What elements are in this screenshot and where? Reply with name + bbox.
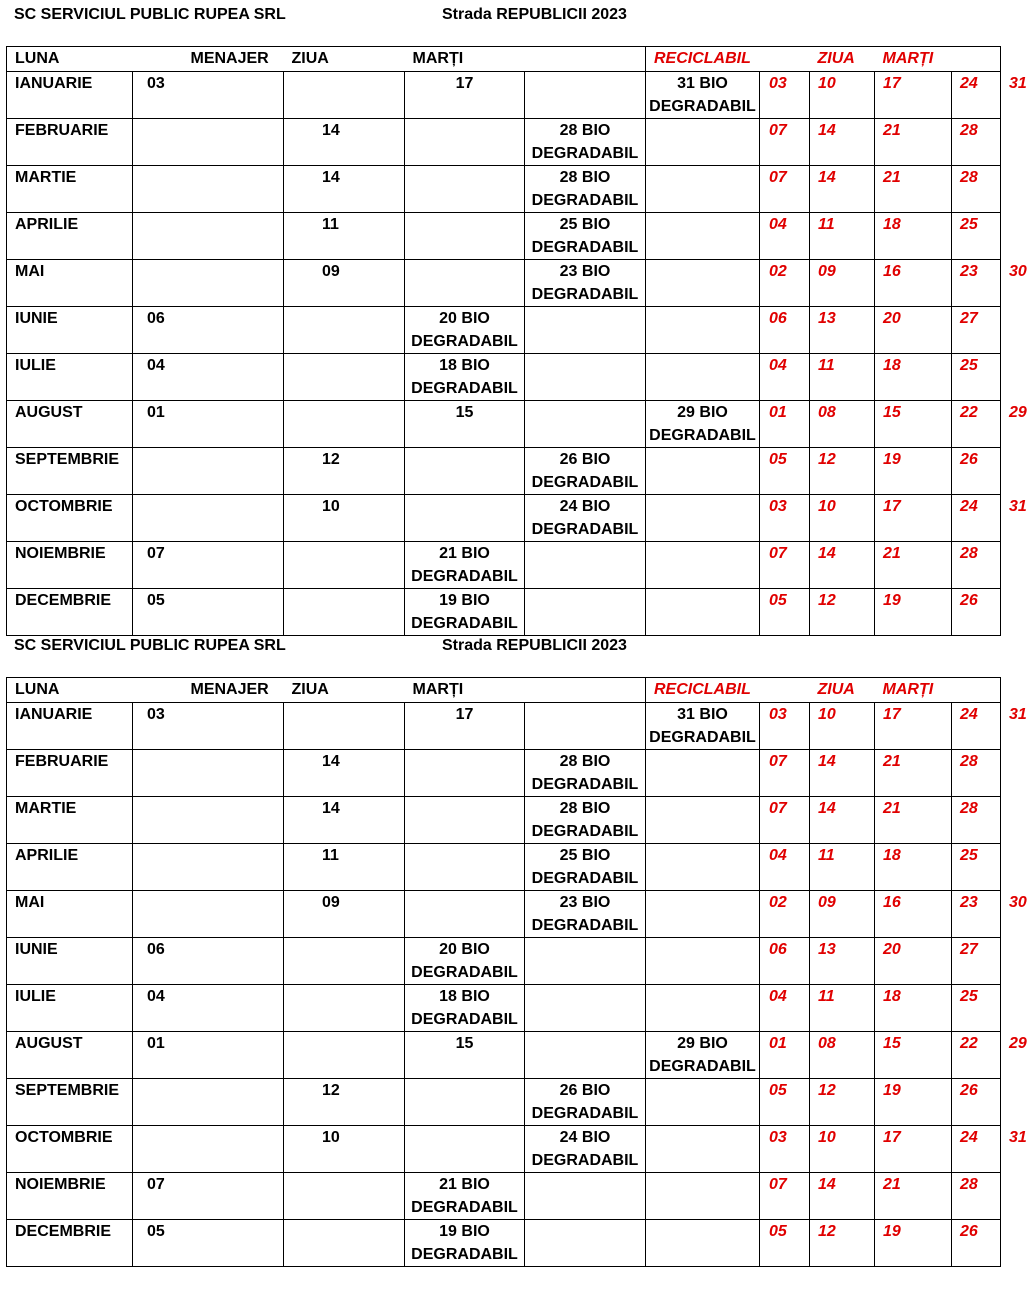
menajer-cell bbox=[284, 589, 405, 636]
menajer-cell: 14 bbox=[284, 750, 405, 797]
menajer-cell: 31 BIO DEGRADABIL bbox=[646, 703, 760, 750]
reciclabil-cell: 14 bbox=[810, 1173, 875, 1220]
street-title: Strada REPUBLICII 2023 bbox=[442, 6, 627, 23]
reciclabil-cell: 26 bbox=[952, 1079, 1001, 1126]
col-header-luna: LUNA bbox=[7, 678, 133, 703]
col-header-reciclabil: RECICLABIL bbox=[646, 47, 810, 72]
menajer-cell bbox=[646, 1126, 760, 1173]
month-cell: IANUARIE bbox=[7, 703, 133, 750]
reciclabil-cell: 03 bbox=[760, 1126, 810, 1173]
menajer-cell: 19 BIO DEGRADABIL bbox=[405, 1220, 525, 1267]
reciclabil-cell: 28 bbox=[952, 542, 1001, 589]
menajer-cell bbox=[646, 260, 760, 307]
reciclabil-cell: 13 bbox=[810, 307, 875, 354]
col-header-ziua: ZIUA bbox=[284, 678, 405, 703]
menajer-cell: 20 BIO DEGRADABIL bbox=[405, 307, 525, 354]
menajer-cell: 09 bbox=[284, 891, 405, 938]
menajer-cell: 03 bbox=[133, 72, 284, 119]
reciclabil-cell: 24 bbox=[952, 703, 1001, 750]
menajer-cell bbox=[405, 750, 525, 797]
menajer-cell: 23 BIO DEGRADABIL bbox=[525, 260, 646, 307]
menajer-cell: 01 bbox=[133, 401, 284, 448]
menajer-cell bbox=[405, 844, 525, 891]
menajer-cell bbox=[646, 938, 760, 985]
menajer-cell: 26 BIO DEGRADABIL bbox=[525, 448, 646, 495]
menajer-cell: 12 bbox=[284, 1079, 405, 1126]
reciclabil-cell: 07 bbox=[760, 750, 810, 797]
table-row: MAI 09 23 BIO DEGRADABIL 02 09 16 23 30 bbox=[7, 891, 1001, 938]
reciclabil-cell: 16 bbox=[875, 891, 952, 938]
reciclabil-cell: 25 bbox=[952, 844, 1001, 891]
table-row bbox=[7, 589, 1001, 636]
menajer-cell bbox=[133, 448, 284, 495]
menajer-cell bbox=[405, 797, 525, 844]
table-row bbox=[7, 448, 1001, 495]
month-cell: IANUARIE bbox=[7, 72, 133, 119]
menajer-cell: 25 BIO DEGRADABIL bbox=[525, 213, 646, 260]
menajer-cell bbox=[646, 119, 760, 166]
menajer-cell bbox=[284, 354, 405, 401]
table-row bbox=[7, 542, 1001, 589]
menajer-cell bbox=[525, 938, 646, 985]
reciclabil-cell: 28 bbox=[952, 750, 1001, 797]
table-row bbox=[7, 213, 1001, 260]
menajer-cell: 28 BIO DEGRADABIL bbox=[525, 750, 646, 797]
reciclabil-cell: 03 bbox=[760, 72, 810, 119]
menajer-cell bbox=[525, 589, 646, 636]
menajer-cell bbox=[133, 891, 284, 938]
menajer-cell bbox=[133, 213, 284, 260]
reciclabil-cell: 18 bbox=[875, 213, 952, 260]
reciclabil-cell: 04 bbox=[760, 354, 810, 401]
reciclabil-cell: 02 bbox=[760, 260, 810, 307]
menajer-cell bbox=[284, 703, 405, 750]
table-row bbox=[7, 1220, 1001, 1267]
reciclabil-cell: 25 bbox=[952, 985, 1001, 1032]
reciclabil-cell: 16 bbox=[875, 260, 952, 307]
menajer-cell bbox=[284, 307, 405, 354]
menajer-cell: 28 BIO DEGRADABIL bbox=[525, 797, 646, 844]
menajer-cell: 26 BIO DEGRADABIL bbox=[525, 1079, 646, 1126]
menajer-cell: 24 BIO DEGRADABIL bbox=[525, 1126, 646, 1173]
menajer-cell: 21 BIO DEGRADABIL bbox=[405, 1173, 525, 1220]
reciclabil-cell: 24 bbox=[952, 495, 1001, 542]
menajer-cell bbox=[405, 213, 525, 260]
menajer-cell: 28 BIO DEGRADABIL bbox=[525, 119, 646, 166]
schedule-block-1 bbox=[0, 0, 1027, 632]
menajer-cell bbox=[405, 495, 525, 542]
reciclabil-cell: 07 bbox=[760, 166, 810, 213]
reciclabil-cell: 19 bbox=[875, 1220, 952, 1267]
reciclabil-cell: 28 bbox=[952, 119, 1001, 166]
menajer-cell bbox=[525, 1032, 646, 1079]
table-row bbox=[7, 797, 1001, 844]
menajer-cell bbox=[284, 938, 405, 985]
menajer-cell: 14 bbox=[284, 797, 405, 844]
month-cell: FEBRUARIE bbox=[7, 750, 133, 797]
menajer-cell bbox=[133, 119, 284, 166]
menajer-cell bbox=[133, 260, 284, 307]
month-cell: MARTIE bbox=[7, 797, 133, 844]
col-header-reciclabil: RECICLABIL bbox=[646, 678, 810, 703]
menajer-cell: 25 BIO DEGRADABIL bbox=[525, 844, 646, 891]
month-cell: APRILIE bbox=[7, 844, 133, 891]
reciclabil-cell: 23 bbox=[952, 260, 1001, 307]
menajer-cell: 11 bbox=[284, 844, 405, 891]
menajer-cell bbox=[646, 985, 760, 1032]
menajer-cell bbox=[284, 542, 405, 589]
reciclabil-cell: 21 bbox=[875, 797, 952, 844]
reciclabil-cell: 21 bbox=[875, 166, 952, 213]
table-row bbox=[7, 307, 1001, 354]
menajer-cell bbox=[133, 1079, 284, 1126]
reciclabil-cell: 01 bbox=[760, 1032, 810, 1079]
reciclabil-cell: 10 bbox=[810, 1126, 875, 1173]
reciclabil-cell: 27 bbox=[952, 938, 1001, 985]
month-cell: NOIEMBRIE bbox=[7, 542, 133, 589]
col-header-menajer: MENAJER bbox=[133, 47, 284, 72]
menajer-cell bbox=[284, 72, 405, 119]
reciclabil-cell: 26 bbox=[952, 448, 1001, 495]
menajer-cell: 18 BIO DEGRADABIL bbox=[405, 354, 525, 401]
reciclabil-cell: 14 bbox=[810, 166, 875, 213]
menajer-cell bbox=[525, 1173, 646, 1220]
reciclabil-cell: 19 bbox=[875, 1079, 952, 1126]
reciclabil-cell: 10 bbox=[810, 495, 875, 542]
menajer-cell bbox=[525, 307, 646, 354]
menajer-cell bbox=[646, 448, 760, 495]
schedule-table bbox=[6, 677, 1027, 1267]
reciclabil-cell: 01 bbox=[760, 401, 810, 448]
col-header-empty bbox=[525, 678, 646, 703]
reciclabil-cell: 03 bbox=[760, 495, 810, 542]
menajer-cell bbox=[284, 1032, 405, 1079]
reciclabil-cell: 21 bbox=[875, 750, 952, 797]
month-cell: DECEMBRIE bbox=[7, 1220, 133, 1267]
menajer-cell: 20 BIO DEGRADABIL bbox=[405, 938, 525, 985]
menajer-cell bbox=[646, 354, 760, 401]
reciclabil-cell: 11 bbox=[810, 844, 875, 891]
reciclabil-cell: 18 bbox=[875, 354, 952, 401]
menajer-cell bbox=[405, 260, 525, 307]
menajer-cell bbox=[405, 1126, 525, 1173]
menajer-cell bbox=[284, 401, 405, 448]
menajer-cell bbox=[133, 797, 284, 844]
reciclabil-cell: 15 bbox=[875, 401, 952, 448]
menajer-cell: 15 bbox=[405, 401, 525, 448]
reciclabil-cell: 25 bbox=[952, 213, 1001, 260]
menajer-cell: 07 bbox=[133, 1173, 284, 1220]
menajer-cell: 18 BIO DEGRADABIL bbox=[405, 985, 525, 1032]
reciclabil-cell: 23 bbox=[952, 891, 1001, 938]
reciclabil-cell: 14 bbox=[810, 119, 875, 166]
menajer-cell: 11 bbox=[284, 213, 405, 260]
month-cell: AUGUST bbox=[7, 1032, 133, 1079]
reciclabil-cell: 15 bbox=[875, 1032, 952, 1079]
reciclabil-cell: 28 bbox=[952, 166, 1001, 213]
reciclabil-cell: 05 bbox=[760, 589, 810, 636]
street-title: Strada REPUBLICII 2023 bbox=[442, 637, 627, 654]
col-header-marti: MARȚI bbox=[405, 47, 525, 72]
reciclabil-cell: 05 bbox=[760, 1079, 810, 1126]
menajer-cell: 17 bbox=[405, 72, 525, 119]
reciclabil-cell: 11 bbox=[810, 985, 875, 1032]
menajer-cell bbox=[646, 542, 760, 589]
table-row bbox=[7, 1079, 1001, 1126]
reciclabil-cell: 13 bbox=[810, 938, 875, 985]
schedule-block-2 bbox=[0, 631, 1027, 1263]
month-cell: IULIE bbox=[7, 354, 133, 401]
menajer-cell: 06 bbox=[133, 307, 284, 354]
reciclabil-cell: 08 bbox=[810, 1032, 875, 1079]
col-header-marti-reciclabil: MARȚI bbox=[875, 678, 952, 703]
company-name: SC SERVICIUL PUBLIC RUPEA SRL bbox=[14, 6, 286, 23]
reciclabil-cell: 11 bbox=[810, 213, 875, 260]
month-cell: IUNIE bbox=[7, 938, 133, 985]
reciclabil-cell: 18 bbox=[875, 985, 952, 1032]
menajer-cell: 14 bbox=[284, 119, 405, 166]
menajer-cell: 21 BIO DEGRADABIL bbox=[405, 542, 525, 589]
menajer-cell bbox=[525, 985, 646, 1032]
table-row: OCTOMBRIE 10 24 BIO DEGRADABIL 03 10 17 24 31 bbox=[7, 495, 1001, 542]
menajer-cell: 05 bbox=[133, 1220, 284, 1267]
menajer-cell bbox=[405, 166, 525, 213]
menajer-cell: 15 bbox=[405, 1032, 525, 1079]
reciclabil-cell: 02 bbox=[760, 891, 810, 938]
table-row bbox=[7, 119, 1001, 166]
table-row: IANUARIE 03 17 31 BIO DEGRADABIL 03 10 17 24 31 bbox=[7, 703, 1001, 750]
schedule-header bbox=[0, 0, 1000, 46]
reciclabil-cell: 14 bbox=[810, 750, 875, 797]
menajer-cell bbox=[133, 844, 284, 891]
menajer-cell bbox=[646, 213, 760, 260]
table-row bbox=[7, 985, 1001, 1032]
month-cell: IULIE bbox=[7, 985, 133, 1032]
reciclabil-cell: 12 bbox=[810, 448, 875, 495]
table-row bbox=[7, 844, 1001, 891]
month-cell: IUNIE bbox=[7, 307, 133, 354]
col-header-empty bbox=[952, 678, 1001, 703]
reciclabil-cell: 03 bbox=[760, 703, 810, 750]
menajer-cell bbox=[133, 495, 284, 542]
menajer-cell: 19 BIO DEGRADABIL bbox=[405, 589, 525, 636]
reciclabil-cell: 28 bbox=[952, 1173, 1001, 1220]
month-cell: OCTOMBRIE bbox=[7, 1126, 133, 1173]
reciclabil-cell: 26 bbox=[952, 589, 1001, 636]
reciclabil-cell: 10 bbox=[810, 72, 875, 119]
month-cell: MAI bbox=[7, 891, 133, 938]
col-header-empty bbox=[952, 47, 1001, 72]
reciclabil-cell: 22 bbox=[952, 1032, 1001, 1079]
reciclabil-cell: 09 bbox=[810, 891, 875, 938]
menajer-cell bbox=[646, 1220, 760, 1267]
menajer-cell: 17 bbox=[405, 703, 525, 750]
table-row: AUGUST 01 15 29 BIO DEGRADABIL 01 08 15 22 29 bbox=[7, 1032, 1001, 1079]
menajer-cell bbox=[133, 166, 284, 213]
month-cell: MARTIE bbox=[7, 166, 133, 213]
reciclabil-cell: 04 bbox=[760, 985, 810, 1032]
reciclabil-cell: 07 bbox=[760, 542, 810, 589]
menajer-cell: 04 bbox=[133, 985, 284, 1032]
reciclabil-cell: 14 bbox=[810, 542, 875, 589]
menajer-cell bbox=[646, 750, 760, 797]
reciclabil-cell: 06 bbox=[760, 307, 810, 354]
reciclabil-cell: 09 bbox=[810, 260, 875, 307]
reciclabil-cell: 28 bbox=[952, 797, 1001, 844]
menajer-cell bbox=[284, 985, 405, 1032]
reciclabil-cell: 25 bbox=[952, 354, 1001, 401]
reciclabil-cell: 19 bbox=[875, 448, 952, 495]
menajer-cell: 07 bbox=[133, 542, 284, 589]
menajer-cell bbox=[525, 703, 646, 750]
menajer-cell: 10 bbox=[284, 495, 405, 542]
menajer-cell: 29 BIO DEGRADABIL bbox=[646, 1032, 760, 1079]
menajer-cell: 12 bbox=[284, 448, 405, 495]
month-cell: SEPTEMBRIE bbox=[7, 448, 133, 495]
reciclabil-cell: 21 bbox=[875, 542, 952, 589]
reciclabil-cell: 17 bbox=[875, 495, 952, 542]
table-row bbox=[7, 938, 1001, 985]
reciclabil-cell: 08 bbox=[810, 401, 875, 448]
reciclabil-cell: 24 bbox=[952, 72, 1001, 119]
menajer-cell: 28 BIO DEGRADABIL bbox=[525, 166, 646, 213]
month-cell: AUGUST bbox=[7, 401, 133, 448]
month-cell: DECEMBRIE bbox=[7, 589, 133, 636]
menajer-cell bbox=[646, 797, 760, 844]
menajer-cell bbox=[646, 495, 760, 542]
month-cell: MAI bbox=[7, 260, 133, 307]
schedule-table bbox=[6, 46, 1027, 636]
reciclabil-cell: 21 bbox=[875, 119, 952, 166]
month-cell: SEPTEMBRIE bbox=[7, 1079, 133, 1126]
reciclabil-cell: 20 bbox=[875, 938, 952, 985]
col-header-ziua: ZIUA bbox=[284, 47, 405, 72]
menajer-cell bbox=[405, 448, 525, 495]
menajer-cell: 01 bbox=[133, 1032, 284, 1079]
menajer-cell bbox=[133, 1126, 284, 1173]
menajer-cell bbox=[525, 401, 646, 448]
col-header-ziua-reciclabil: ZIUA bbox=[810, 678, 875, 703]
reciclabil-cell: 20 bbox=[875, 307, 952, 354]
col-header-ziua-reciclabil: ZIUA bbox=[810, 47, 875, 72]
reciclabil-cell: 26 bbox=[952, 1220, 1001, 1267]
table-row: MAI 09 23 BIO DEGRADABIL 02 09 16 23 30 bbox=[7, 260, 1001, 307]
col-header-luna: LUNA bbox=[7, 47, 133, 72]
menajer-cell: 03 bbox=[133, 703, 284, 750]
menajer-cell bbox=[405, 119, 525, 166]
menajer-cell bbox=[646, 166, 760, 213]
reciclabil-cell: 14 bbox=[810, 797, 875, 844]
table-row: OCTOMBRIE 10 24 BIO DEGRADABIL 03 10 17 24 31 bbox=[7, 1126, 1001, 1173]
reciclabil-cell: 12 bbox=[810, 1079, 875, 1126]
reciclabil-cell: 11 bbox=[810, 354, 875, 401]
month-cell: FEBRUARIE bbox=[7, 119, 133, 166]
reciclabil-cell: 17 bbox=[875, 703, 952, 750]
menajer-cell bbox=[646, 891, 760, 938]
menajer-cell bbox=[646, 844, 760, 891]
col-header-menajer: MENAJER bbox=[133, 678, 284, 703]
menajer-cell bbox=[525, 72, 646, 119]
table-row bbox=[7, 1173, 1001, 1220]
reciclabil-cell: 05 bbox=[760, 1220, 810, 1267]
menajer-cell: 24 BIO DEGRADABIL bbox=[525, 495, 646, 542]
menajer-cell bbox=[646, 307, 760, 354]
menajer-cell: 05 bbox=[133, 589, 284, 636]
month-cell: OCTOMBRIE bbox=[7, 495, 133, 542]
table-row bbox=[7, 750, 1001, 797]
col-header-marti: MARȚI bbox=[405, 678, 525, 703]
menajer-cell bbox=[525, 354, 646, 401]
reciclabil-cell: 19 bbox=[875, 589, 952, 636]
menajer-cell bbox=[525, 542, 646, 589]
table-row: IANUARIE 03 17 31 BIO DEGRADABIL 03 10 17 24 31 bbox=[7, 72, 1001, 119]
menajer-cell bbox=[525, 1220, 646, 1267]
company-name: SC SERVICIUL PUBLIC RUPEA SRL bbox=[14, 637, 286, 654]
reciclabil-cell: 04 bbox=[760, 844, 810, 891]
reciclabil-cell: 22 bbox=[952, 401, 1001, 448]
menajer-cell: 31 BIO DEGRADABIL bbox=[646, 72, 760, 119]
reciclabil-cell: 06 bbox=[760, 938, 810, 985]
reciclabil-cell: 07 bbox=[760, 797, 810, 844]
menajer-cell bbox=[405, 1079, 525, 1126]
menajer-cell: 06 bbox=[133, 938, 284, 985]
table-row: AUGUST 01 15 29 BIO DEGRADABIL 01 08 15 22 29 bbox=[7, 401, 1001, 448]
menajer-cell bbox=[405, 891, 525, 938]
schedule-header bbox=[0, 631, 1000, 677]
menajer-cell: 14 bbox=[284, 166, 405, 213]
menajer-cell bbox=[284, 1173, 405, 1220]
reciclabil-cell: 07 bbox=[760, 119, 810, 166]
menajer-cell: 29 BIO DEGRADABIL bbox=[646, 401, 760, 448]
reciclabil-cell: 21 bbox=[875, 1173, 952, 1220]
reciclabil-cell: 10 bbox=[810, 703, 875, 750]
menajer-cell bbox=[646, 1079, 760, 1126]
menajer-cell bbox=[646, 589, 760, 636]
menajer-cell bbox=[646, 1173, 760, 1220]
table-header-row bbox=[7, 47, 1001, 72]
month-cell: APRILIE bbox=[7, 213, 133, 260]
reciclabil-cell: 18 bbox=[875, 844, 952, 891]
col-header-marti-reciclabil: MARȚI bbox=[875, 47, 952, 72]
reciclabil-cell: 17 bbox=[875, 72, 952, 119]
reciclabil-cell: 24 bbox=[952, 1126, 1001, 1173]
reciclabil-cell: 12 bbox=[810, 1220, 875, 1267]
menajer-cell bbox=[284, 1220, 405, 1267]
reciclabil-cell: 07 bbox=[760, 1173, 810, 1220]
col-header-empty bbox=[525, 47, 646, 72]
reciclabil-cell: 17 bbox=[875, 1126, 952, 1173]
reciclabil-cell: 12 bbox=[810, 589, 875, 636]
reciclabil-cell: 05 bbox=[760, 448, 810, 495]
menajer-cell: 23 BIO DEGRADABIL bbox=[525, 891, 646, 938]
table-header-row bbox=[7, 678, 1001, 703]
menajer-cell: 10 bbox=[284, 1126, 405, 1173]
menajer-cell: 04 bbox=[133, 354, 284, 401]
menajer-cell bbox=[133, 750, 284, 797]
month-cell: NOIEMBRIE bbox=[7, 1173, 133, 1220]
reciclabil-cell: 27 bbox=[952, 307, 1001, 354]
menajer-cell: 09 bbox=[284, 260, 405, 307]
table-row bbox=[7, 166, 1001, 213]
table-row bbox=[7, 354, 1001, 401]
reciclabil-cell: 04 bbox=[760, 213, 810, 260]
